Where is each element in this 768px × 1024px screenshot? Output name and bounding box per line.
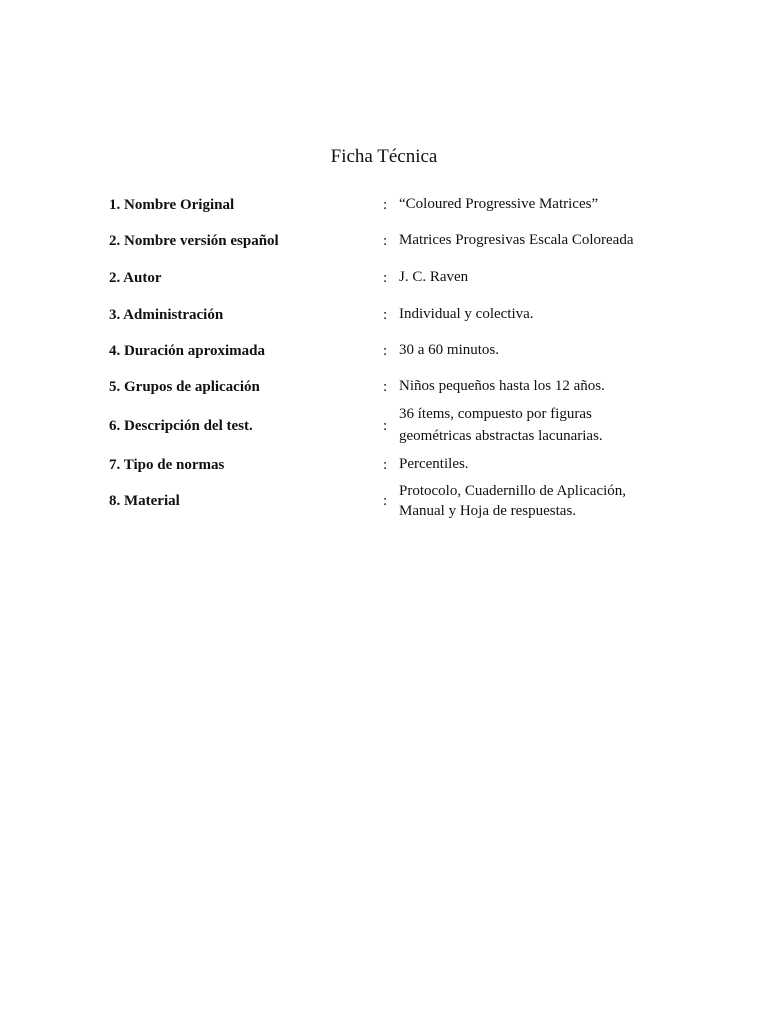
row-colon: : bbox=[383, 270, 388, 286]
row-value bbox=[399, 193, 598, 215]
row-colon: : bbox=[383, 457, 388, 473]
row-value-line: “Coloured Progressive Matrices” bbox=[399, 196, 599, 212]
row-value-line: J. C. Raven bbox=[399, 269, 469, 285]
row-colon: : bbox=[383, 379, 388, 395]
row-colon: : bbox=[383, 307, 388, 323]
row-value bbox=[399, 303, 534, 325]
row-value-line: Matrices Progresivas Escala Coloreada bbox=[399, 232, 634, 248]
row-value bbox=[399, 339, 499, 361]
row-value-line: geométricas abstractas lacunarias. bbox=[399, 428, 603, 444]
row-value bbox=[399, 375, 605, 397]
row-colon: : bbox=[383, 233, 388, 249]
row-value bbox=[399, 403, 603, 447]
row-value-line: Protocolo, Cuadernillo de Aplicación, bbox=[399, 483, 627, 499]
row-value bbox=[399, 481, 626, 521]
row-label: 4. Duración aproximada bbox=[109, 343, 265, 359]
row-value-line: 36 ítems, compuesto por figuras bbox=[399, 406, 592, 422]
row-value-line: Individual y colectiva. bbox=[399, 306, 534, 322]
row-label: 1. Nombre Original bbox=[109, 197, 235, 213]
row-label: 8. Material bbox=[109, 493, 180, 509]
row-label: 2. Autor bbox=[109, 270, 162, 286]
row-label: 6. Descripción del test. bbox=[109, 418, 253, 434]
row-value bbox=[399, 229, 634, 251]
row-label: 2. Nombre versión español bbox=[109, 233, 279, 249]
row-value bbox=[399, 453, 469, 475]
row-value-line: Percentiles. bbox=[399, 456, 469, 472]
row-colon: : bbox=[383, 418, 388, 434]
row-colon: : bbox=[383, 343, 388, 359]
row-colon: : bbox=[383, 197, 388, 213]
row-value-line: 30 a 60 minutos. bbox=[399, 342, 499, 358]
row-value-line: Manual y Hoja de respuestas. bbox=[399, 503, 577, 519]
row-label: 3. Administración bbox=[109, 307, 224, 323]
row-label: 7. Tipo de normas bbox=[109, 457, 225, 473]
row-value-line: Niños pequeños hasta los 12 años. bbox=[399, 378, 605, 394]
row-colon: : bbox=[383, 493, 388, 509]
row-label: 5. Grupos de aplicación bbox=[109, 379, 260, 395]
row-value bbox=[399, 266, 468, 288]
page-title: Ficha Técnica bbox=[330, 146, 438, 167]
